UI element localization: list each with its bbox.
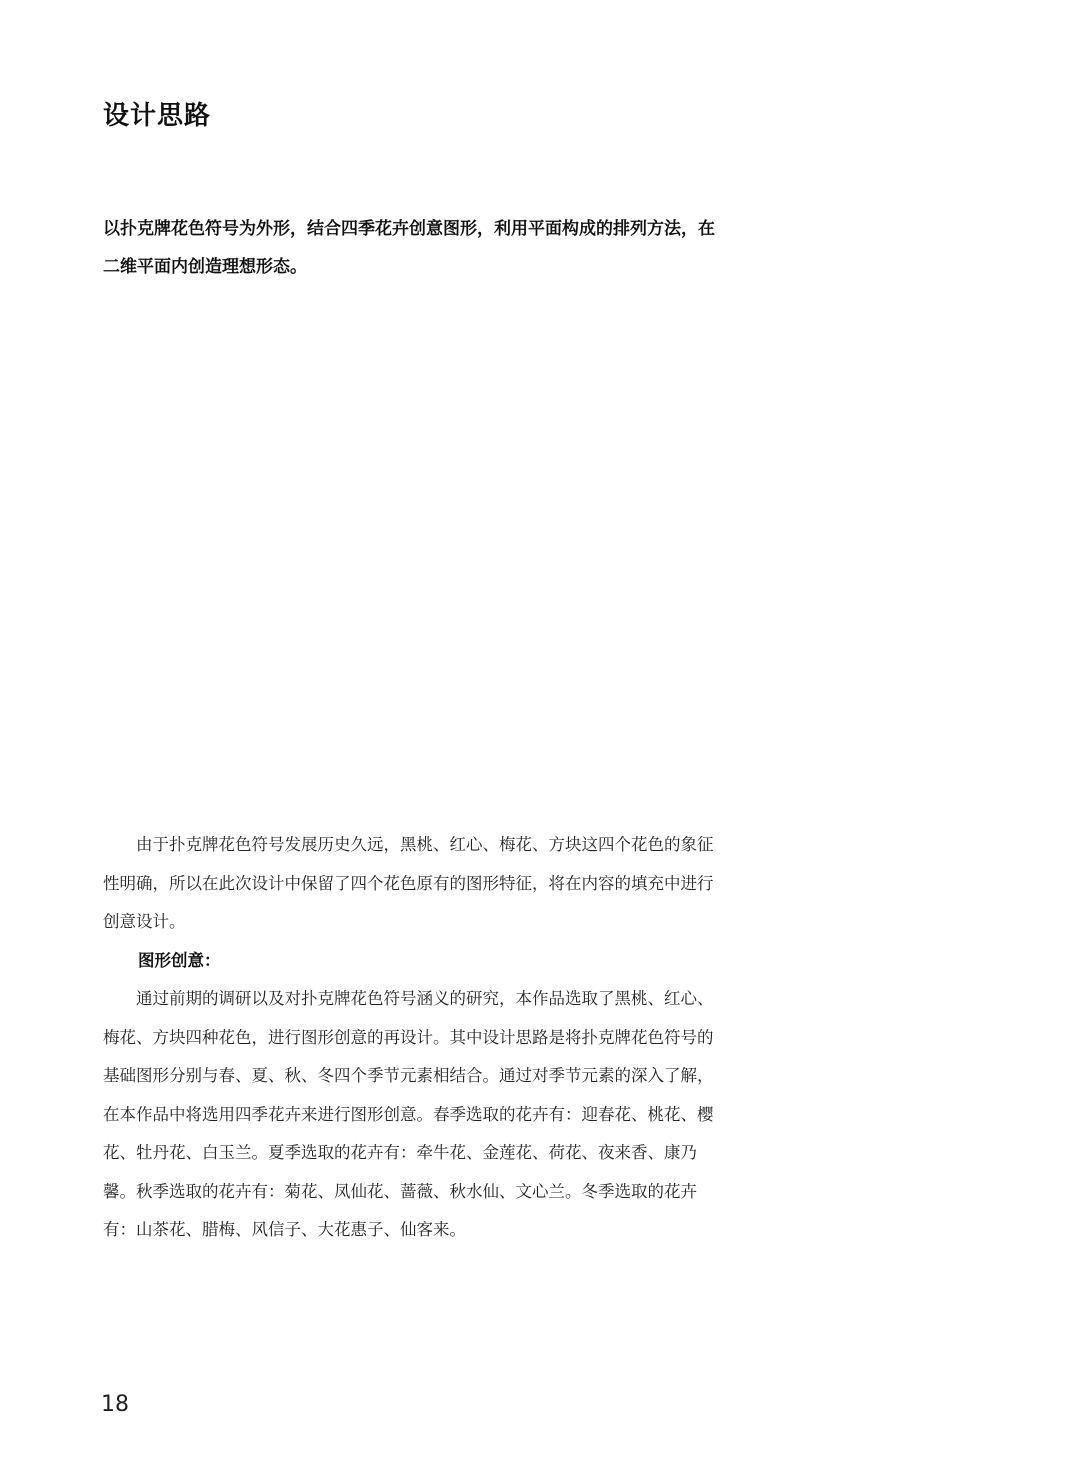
page-number: 18 (101, 1392, 129, 1417)
detail-paragraph: 通过前期的调研以及对扑克牌花色符号涵义的研究，本作品选取了黑桃、红心、梅花、方块四种花色，进行图形创意的再设计。其中设计思路是将扑克牌花色符号的基础图形分别与春、夏、秋、冬四个季节元素相结合。通过对季节元素的深入了解，在本作品中将选用四季花卉来进行图形创意。春季选取的花卉有：迎春花、桃花、樱花、牡丹花、白玉兰。夏季选取的花卉有：牵牛花、金莲花、荷花、夜来香、康乃馨。秋季选取的花卉有：菊花、凤仙花、蔷薇、秋水仙、文心兰。冬季选取的花卉有：山茶花、腊梅、风信子、大花惠子、仙客来。 (103, 989, 714, 1239)
section-subheading: 图形创意： (138, 950, 221, 970)
body-text (103, 826, 723, 1250)
intro-paragraph: 由于扑克牌花色符号发展历史久远，黑桃、红心、梅花、方块这四个花色的象征性明确，所以在此次设计中保留了四个花色原有的图形特征，将在内容的填充中进行创意设计。 (103, 835, 714, 931)
page-title: 设计思路 (103, 101, 212, 131)
lead-statement: 以扑克牌花色符号为外形，结合四季花卉创意图形，利用平面构成的排列方法，在二维平面内创造理想形态。 (103, 219, 715, 277)
